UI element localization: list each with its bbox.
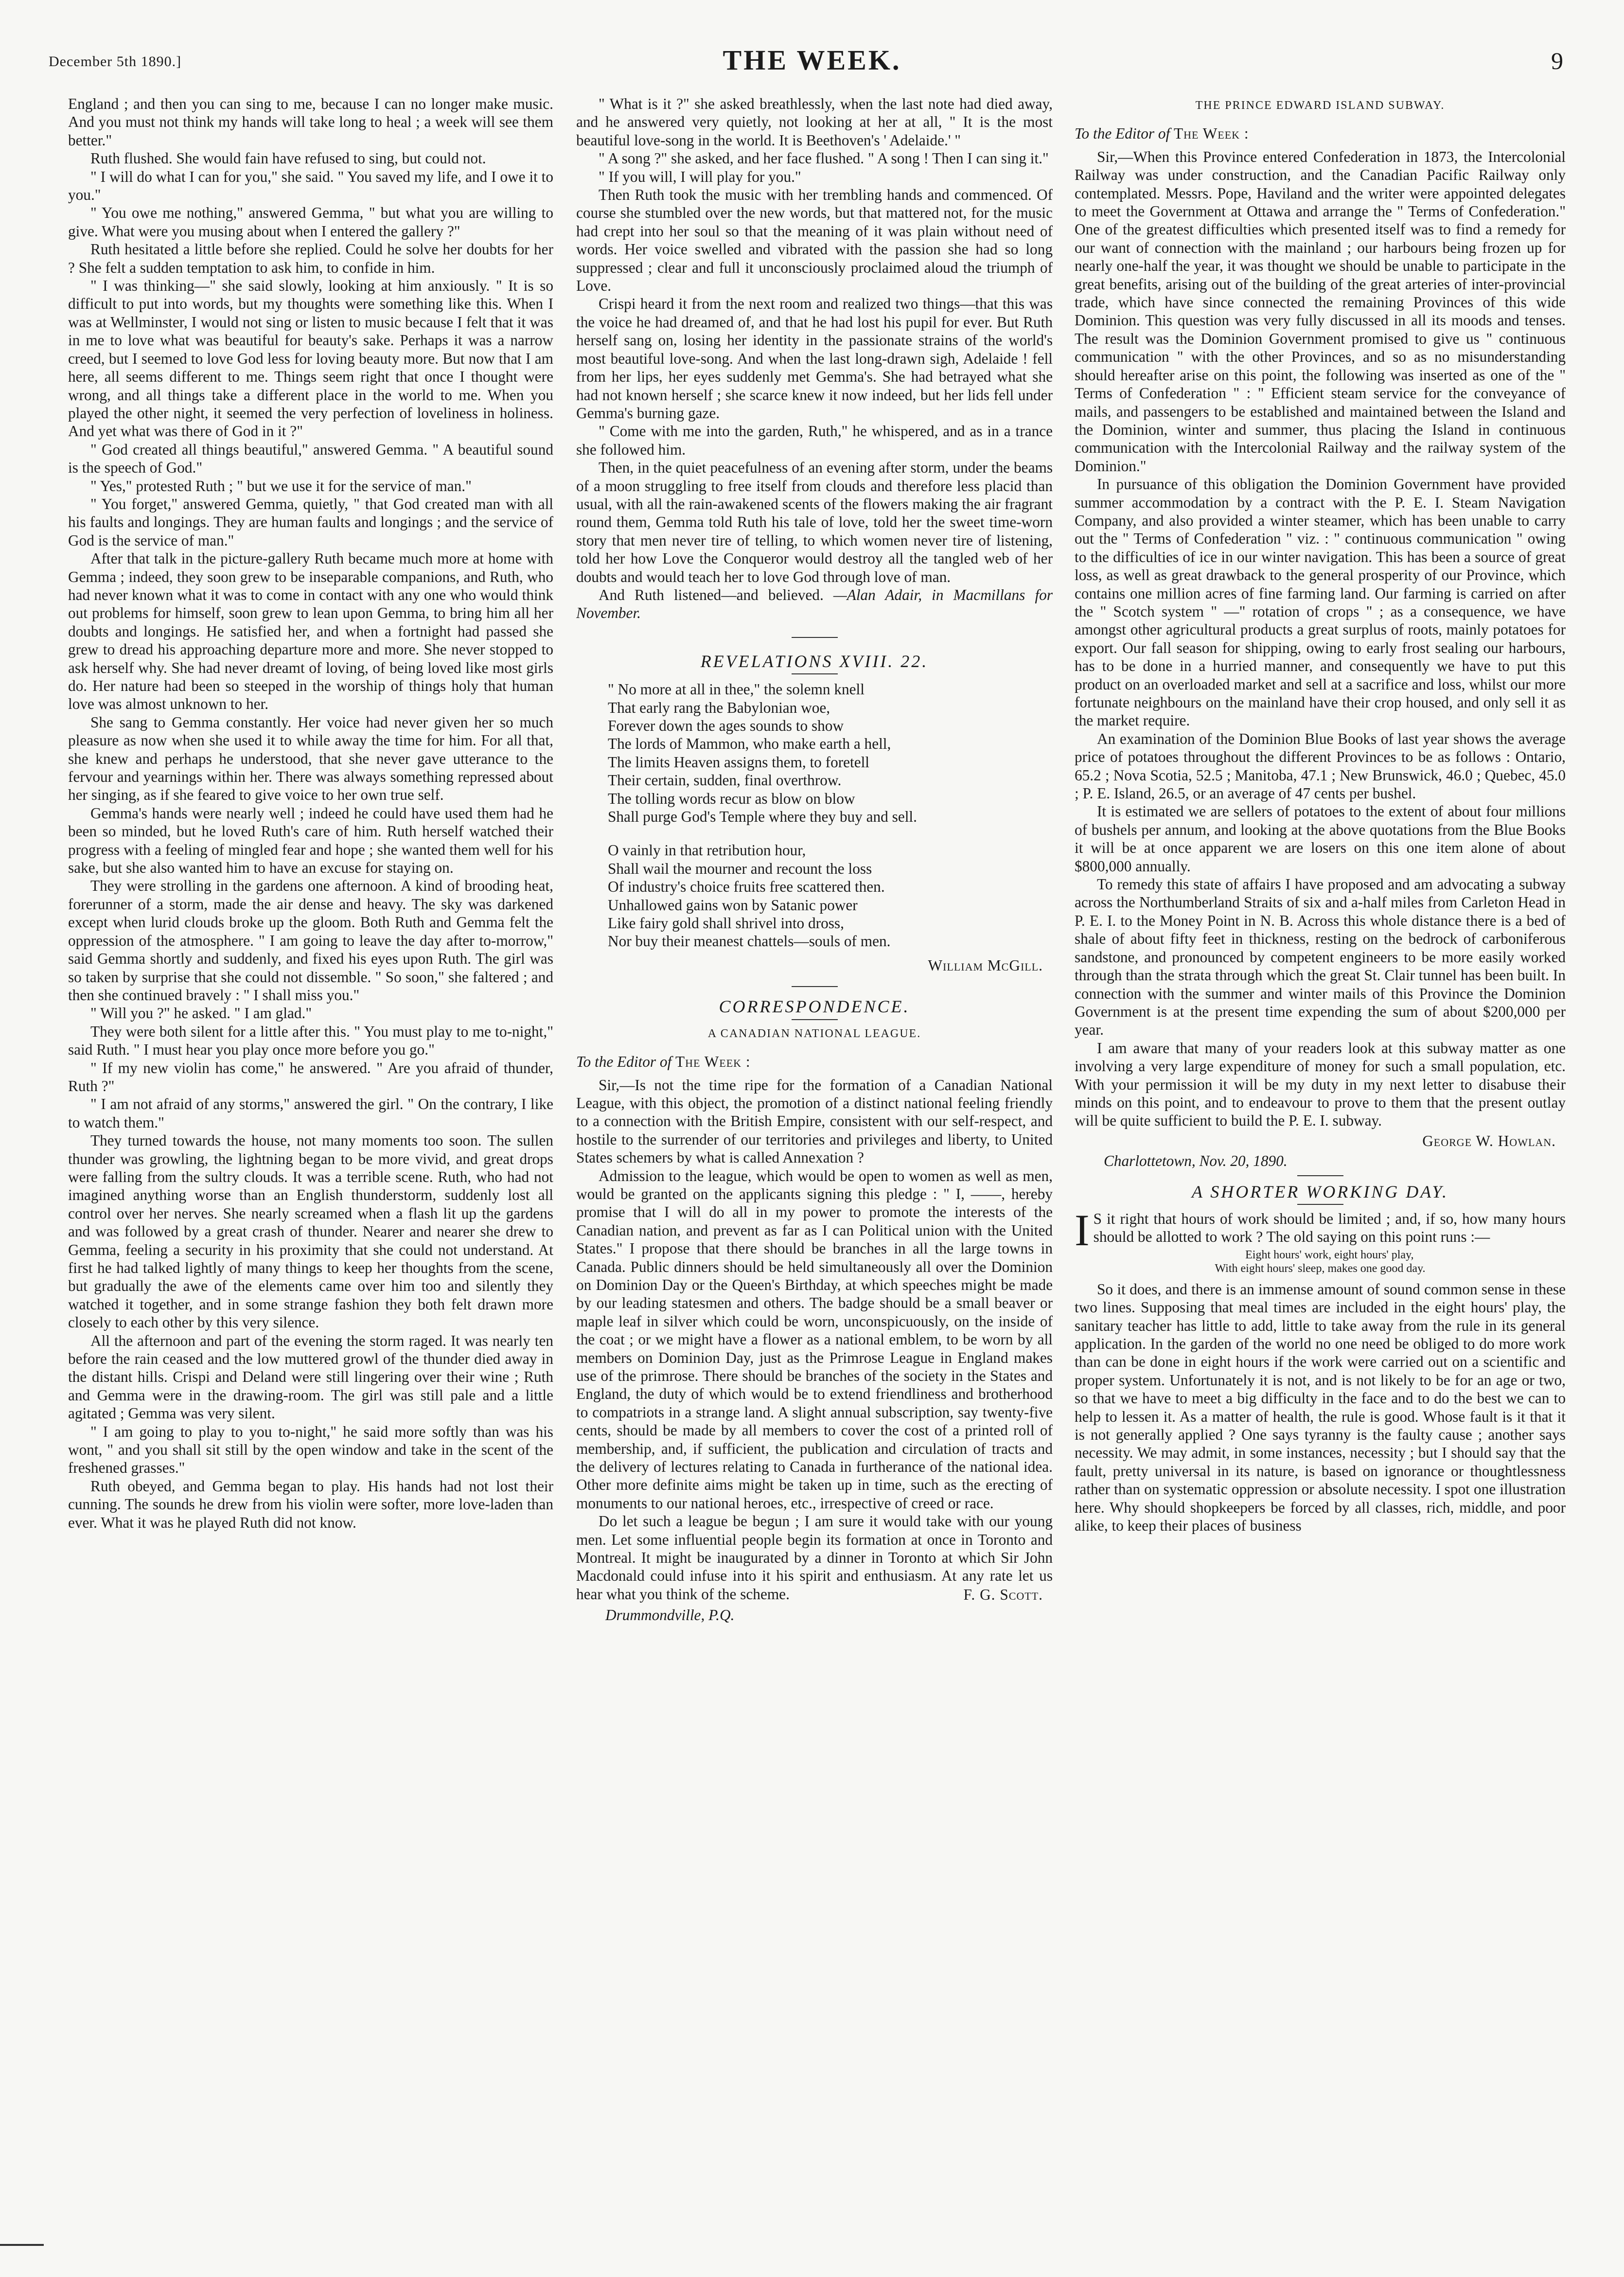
essay-opening: I S it right that hours of work should be limited ; and, if so, how many hours should be allotted to work ? The old saying on this point runs :— [1075, 1205, 1566, 1255]
poem [576, 653, 1053, 975]
poem-line: The tolling words recur as blow on blow [608, 790, 855, 807]
letter-signature: F. G. Scott. [963, 1586, 1043, 1604]
poem-line: That early rang the Babylonian woe, [608, 699, 830, 716]
letter-paragraph: An examination of the Dominion Blue Books of last year shows the average price of potatoes throughout the different Provinces to be as follows : Ontario, 65.2 ; Nova Scotia, 52.5 ; Manitoba, 47.1 ; New Brunswick, 46.0 ; Quebec, 45.0 ; P. E. Island, 26.5, or an average of 47 cents per bushel. [1075, 730, 1566, 802]
column-3 [1075, 95, 1566, 2200]
story-paragraph: " Come with me into the garden, Ruth," he whispered, and as in a trance she followed him. [576, 423, 1053, 458]
letter-paragraph: Sir,—Is not the time ripe for the formation of a Canadian National League, with this object, the promotion of a distinct national feeling friendly to a connection with the British Empire, consistent with our self-respect, and hostile to the surrender of our territories and privileges and liberty, to United States schemers by what is called Annexation ? [576, 1076, 1053, 1166]
story-paragraph: " What is it ?" she asked breathlessly, when the last note had died away, and he answered very quietly, not looking at her at all, " It is the most beautiful love-song in the world. It is Beethoven's ' Adelaide.' " [576, 95, 1053, 149]
story-paragraph: Then Ruth took the music with her trembling hands and commenced. Of course she stumbled over the new words, but that mattered not, for the music had crept into her soul so that the meaning of it was plain without need of words. Her voice swelled and vibrated with the passion she had so long suppressed ; clear and full it unconsciously proclaimed aloud the triumph of Love. [576, 186, 1053, 295]
divider [792, 637, 838, 638]
column-1 [68, 95, 553, 2200]
story-final-line: And Ruth listened—and believed. —Alan Adair, in Macmillans for November. [576, 586, 1053, 622]
story-paragraph: Then, in the quiet peacefulness of an evening after storm, under the beams of a moon struggling to free itself from clouds and therefore less placid than usual, with all the rain-awakened scents of the flowers making the air fragrant round them, Gemma told Ruth his tale of love, told her the sweet time-worn story that men never tire of telling, to which women never tire of listening, told her how Love the Conqueror would destroy all the tangled web of her doubts and would teach her to love God through love of man. [576, 459, 1053, 585]
poem-line: Unhallowed gains won by Satanic power [608, 896, 858, 914]
letter-dateline: Drummondville, P.Q. [605, 1606, 735, 1624]
letter-body [576, 1076, 1053, 1513]
story-paragraph: " Will you ?" he asked. " I am glad." [90, 1005, 312, 1022]
letter-paragraph: Admission to the league, which would be open to women as well as men, would be granted on the applicants signing this pledge : " I, ——, hereby promise that I will do all in my power to promote the interests of the Canadian nation, and prevent as far as I can Political union with the United States." I propose that there should be branches in all the large towns in Canada. Public dinners should be held simultaneously all over the Dominion on Dominion Day or the Queen's Birthday, at which speeches might be made by our leading statesmen and others. The badge should be a small beaver or maple leaf in silver which could be worn, unconspicuously, on the inside of the coat ; or we might have a flower as a national emblem, to be worn by all members on Dominion Day, just as the Primrose League in England makes use of the primrose. There should be branches of the society in the States and England, the duty of which would be to extend friendliness and brotherhood to compatriots in a strange land. A slight annual subscription, say twenty-five cents, should be made by all members to cover the cost of a printed roll of membership, and, if sufficient, the publication and circulation of tracts and the delivery of lectures relating to Canada in furtherance of the national idea. Other more definite aims might be taken up in time, such as the erecting of monuments to our national heroes, etc., irrespective of creed or race. [576, 1167, 1053, 1512]
story-paragraph: Ruth obeyed, and Gemma began to play. His hands had not lost their cunning. The sounds he drew from his violin were softer, more love-laden than ever. What it was he played Ruth did not know. [68, 1477, 553, 1531]
divider [792, 986, 838, 987]
poem-stanza-1 [608, 680, 1053, 826]
letter-salutation: To the Editor of The Week : [576, 1053, 751, 1071]
story-paragraph: They were both silent for a little after this. " You must play to me to-night," said Ruth. " I must hear you play once more before you go." [68, 1023, 553, 1059]
poem-author: William McGill. [928, 956, 1043, 974]
letter-paragraph: It is estimated we are sellers of potatoes to the extent of about four millions of bushels per annum, and looking at the above quotations from the Blue Books it will be at once apparent we are losers on this one item alone of about $800,000 annually. [1075, 803, 1566, 875]
story-paragraph: England ; and then you can sing to me, because I can no longer make music. And you must not think my hands will take long to heal ; a week will see them better." [68, 95, 553, 149]
column-2 [576, 95, 1053, 2200]
newspaper-title: THE WEEK. [723, 44, 901, 76]
letter-title: A CANADIAN NATIONAL LEAGUE. [707, 1027, 921, 1040]
story-paragraph: Crispi heard it from the next room and realized two things—that this was the voice he had dreamed of, and that he had lost his pupil for ever. But Ruth herself sang on, losing her identity in the passionate strains of the world's most beautiful love-song. And when the last long-drawn sigh, Adelaide ! fell from her lips, her eyes suddenly met Gemma's. She had betrayed what she had not known herself ; she scarce knew it now indeed, but her lids fell under Gemma's burning gaze. [576, 295, 1053, 422]
correspondence-section [576, 998, 1053, 1624]
story-paragraph: " Yes," protested Ruth ; " but we use it for the service of man." [90, 477, 472, 494]
story-paragraph: " If you will, I will play for you." [599, 168, 801, 185]
story-paragraph: After that talk in the picture-gallery Ruth became much more at home with Gemma ; indeed, they soon grew to be inseparable companions, and Ruth, who had never known what it was to come in contact with any one who would think out problems for himself, soon grew to lean upon Gemma, to bring him all her doubts and longings. He satisfied her, and when a fortnight had passed she grew to dread his approaching departure more and more. She never stopped to ask herself why. She had never dreamt of loving, of being loved like most girls do. Her nature had been so steeped in the worship of things holy that human love was almost unknown to her. [68, 550, 553, 713]
poem-line: Nor buy their meanest chattels—souls of men. [608, 933, 891, 950]
story-paragraph: She sang to Gemma constantly. Her voice had never given her so much pleasure as now when she used it to while away the time for him. For all that, she knew and perhaps he understood, that she never gave utterance to the fervour and yearnings within her. There was always something repressed about her singing, as if she feared to give voice to her own true self. [68, 713, 553, 804]
poem-line: The lords of Mammon, who make earth a hell, [608, 735, 891, 753]
divider [1297, 1204, 1343, 1205]
poem-line: The limits Heaven assigns them, to foretell [608, 753, 870, 771]
story-paragraph: " You owe me nothing," answered Gemma, " but what you are willing to give. What were you musing about when I entered the gallery ?" [68, 204, 553, 240]
issue-date: December 5th 1890.] [49, 53, 182, 70]
letter-signature: George W. Howlan. [1422, 1132, 1556, 1149]
drop-cap: I [1075, 1205, 1090, 1255]
divider [1297, 1175, 1343, 1176]
poem-line: Of industry's choice fruits free scattered then. [608, 878, 885, 896]
poem-line: Forever down the ages sounds to show [608, 717, 844, 734]
poem-line: Their certain, sudden, final overthrow. [608, 772, 842, 789]
poem-body [576, 680, 1053, 951]
story-paragraph: " I am not afraid of any storms," answered the girl. " On the contrary, I like to watch them." [68, 1095, 553, 1131]
story-paragraph: All the afternoon and part of the evening the storm raged. It was nearly ten before the rain ceased and the low muttered growl of the thunder died away in the distant hills. Crispi and Deland were still lingering over their wine ; Ruth and Gemma were in the drawing-room. The girl was still pale and a little agitated ; Gemma was very silent. [68, 1332, 553, 1422]
story-paragraph: " You forget," answered Gemma, quietly, " that God created man with all his faults and longings. They are human faults and longings ; and the service of God is the service of man." [68, 495, 553, 549]
story-paragraph: " A song ?" she asked, and her face flushed. " A song ! Then I can sing it." [599, 150, 1049, 167]
divider [792, 673, 838, 674]
page-edge-mark [0, 2244, 44, 2246]
page-number: 9 [1551, 47, 1563, 74]
section-title: CORRESPONDENCE. [719, 997, 910, 1017]
letter-dateline: Charlottetown, Nov. 20, 1890. [1104, 1152, 1288, 1170]
story-paragraph: " I am going to play to you to-night," he said more softly than was his wont, " and you shall sit still by the open window and take in the scent of the freshened grasses." [68, 1423, 553, 1477]
letter-paragraph: To remedy this state of affairs I have proposed and am advocating a subway across the Northumberland Straits of six and a-half miles from Carleton Head in P. E. I. to the Money Point in N. B. Across this whole distance there is a bed of shale of about fifty feet in thickness, resting on the bedrock of carboniferous sandstone, and pronounced by competent engineers to be more easily worked through than the strata through which the great St. Clair tunnel has been built. In connection with the summer and winter mails of this Province the Dominion Government is at the present time expending the sum of about $200,000 per year. [1075, 876, 1566, 1039]
letter-paragraph: Sir,—When this Province entered Confederation in 1873, the Intercolonial Railway was under construction, and the Canadian Pacific Railway only contemplated. Messrs. Pope, Haviland and the writer were appointed delegates to meet the Government at Ottawa and arrange the " Terms of Confederation." One of the greatest difficulties which presented itself was to find a remedy for our want of connection with the mainland ; our harbours being frozen up for nearly one-half the year, it was thought we should be unable to participate in the great benefits, arising out of the building of the great arteries of inter-provincial trade, which have since connected the remaining Provinces of this wide Dominion. This question was very fully discussed in all its moods and tenses. The result was the Dominion Government promised to give us " continuous communication " with the other Provinces, and so as no misunderstanding should hereafter arise on this point, the following was inserted as one of the " Terms of Confederation " : " Efficient steam service for the conveyance of mails, and passengers to be established and maintained between the Island and the Dominion, winter and summer, thus placing the Island in continuous communication with the Intercolonial Railway and the railway system of the Dominion." [1075, 148, 1566, 475]
essay-title: A SHORTER WORKING DAY. [1191, 1182, 1449, 1201]
story-paragraph: They turned towards the house, not many moments too soon. The sullen thunder was growling, the lightning began to be more vivid, and great drops were falling from the sultry clouds. It was a terrible scene. Ruth, who had not imagined anything worse than an English thunderstorm, suddenly lost all control over her nerves. She nearly screamed when a flash lit up the gardens and was followed by a great crash of thunder. Nearer and nearer she drew to Gemma, feeling a security in his proximity that she could not understand. At first he had talked lightly of many things to keep her thoughts from the scene, but gradually the awe of the elements came over him too and silently they watched it together, and in some strange fashion they both felt drawn more closely to each other by this very silence. [68, 1132, 553, 1331]
poem-line: Shall wail the mourner and recount the loss [608, 860, 872, 877]
poem-line: Shall purge God's Temple where they buy and sell. [608, 808, 917, 826]
essay-body [1075, 1280, 1566, 1535]
letter-title: THE PRINCE EDWARD ISLAND SUBWAY. [1195, 99, 1445, 112]
story-paragraph: " God created all things beautiful," answered Gemma. " A beautiful sound is the speech of God." [68, 441, 553, 477]
poem-line: Like fairy gold shall shrivel into dross, [608, 915, 844, 932]
letter-paragraph: I am aware that many of your readers look at this subway matter as one involving a very large expenditure of money for such a small population, etc. With your permission it will be my duty in my next letter to disabuse their minds on this point, and to endeavour to prove to them that the present outlay will be quite sufficient to build the P. E. I. subway. [1075, 1039, 1566, 1130]
letter-paragraph: In pursuance of this obligation the Dominion Government have provided summer accommodation by a contract with the P. E. I. Steam Navigation Company, and also provided a winter steamer, which has been unable to carry out the " Terms of Confederation " viz. : " continuous communication " owing to the difficulties of ice in our winter navigation. This has been a source of great loss, as well as great drawback to the general prosperity of our Province, which contains one million acres of fine farming land. Our farming is carried on after the " Scotch system " —" rotation of crops " ; as a consequence, we have amongst other agricultural products a great surplus of roots, mainly potatoes for export. Our fall season for shipping, owing to early frost sealing our harbours, has to be done in a hurried manner, and consequently we have to put this product on an overloaded market and sell at a sacrifice and loss, whilst our more fortunate neighbours on the mainland have their crop housed, and only sell it as the market require. [1075, 476, 1566, 729]
story-paragraph: Ruth flushed. She would fain have refused to sing, but could not. [90, 150, 486, 167]
story-paragraph: " I will do what I can for you," she said. " You saved my life, and I owe it to you." [68, 168, 553, 204]
story-paragraph: They were strolling in the gardens one afternoon. A kind of brooding heat, forerunner of a storm, made the air dense and heavy. The sky was darkened except when lurid clouds broke up the gloom. Both Ruth and Gemma felt the oppression of the atmosphere. " I am going to leave the day after to-morrow," said Gemma shortly and suddenly, and fixed his eyes upon Ruth. The girl was so taken by surprise that she could not dissemble. " So soon," she faltered ; and then she continued bravely : " I shall miss you." [68, 877, 553, 1004]
story-paragraph: Ruth hesitated a little before she replied. Could he solve her doubts for her ? She felt a sudden temptation to ask him, to confide in him. [68, 241, 553, 276]
poem-title: REVELATIONS XVIII. 22. [700, 651, 929, 671]
essay-paragraph: So it does, and there is an immense amount of sound common sense in these two lines. Supposing that meal times are included in the eight hours' play, the sanitary teacher has little to add, little to take away from the rule in its general application. In the garden of the world no one need be obliged to do more work than can be done in eight hours if the work were carried out on a scientific and proper system. Unfortunately it is not, and is not likely to be for an age or two, so that we have to meet a big difficulty in the face and to do the best we can to help to lessen it. As a matter of health, the rule is good. Whose fault is it that it is not generally applied ? One says tyranny is the faulty cause ; another says necessity. We may admit, in some instances, necessity ; but I should say that the fault, pretty universal in its nature, is based on ignorance or thoughtlessness rather than on systematic oppression or absolute necessity. I spot one illustration here. Why should shopkeepers be forced by all classes, rich, middle, and poor alike, to keep their places of business [1075, 1280, 1566, 1535]
motto: Eight hours' work, eight hours' play, With eight hours' sleep, makes one good day. [1215, 1248, 1426, 1275]
story-ending [576, 95, 1053, 586]
poem-line: O vainly in that retribution hour, [608, 842, 806, 859]
essay-section [1075, 1183, 1566, 1535]
poem-stanza-2 [608, 841, 1053, 950]
divider [792, 1019, 838, 1020]
story-source: —Alan Adair, in Macmillans for November. [576, 586, 1053, 622]
letter-body [1075, 148, 1566, 1130]
story-paragraph: " If my new violin has come," he answered. " Are you afraid of thunder, Ruth ?" [68, 1059, 553, 1094]
letter-closing-paragraph: Do let such a league be begun ; I am sure it would take with our young men. Let some influential people begin its formation at once in Toronto and Montreal. It might be inaugurated by a dinner in Toronto at which Sir John Macdonald could infuse into it his spirit and enthusiasm. At any rate let us hear what you think of the scheme. [576, 1513, 1053, 1603]
story-paragraph: Gemma's hands were nearly well ; indeed he could have used them had he been so minded, but he loved Ruth's care of him. Ruth herself watched their progress with a feeling of mingled fear and hope ; she wanted them well for his sake, but she also wanted him to have an excuse for staying on. [68, 804, 553, 877]
letter-salutation: To the Editor of The Week : [1075, 125, 1249, 142]
story-continuation [68, 95, 553, 1532]
story-paragraph: " I was thinking—" she said slowly, looking at him anxiously. " It is so difficult to put into words, but my thoughts were something like this. When I was at Wellminster, I would not sing or listen to music because I felt that it was in me to love what was beautiful for beauty's sake. Perhaps it was a narrow creed, but I seemed to love God less for loving beauty more. But now that I am here, all seems different to me. Things seem right that once I thought were wrong, and all things take a different place in the world to me. When you played the other night, it seemed the very perfection of loveliness in holiness. And yet what was there of God in it ?" [68, 277, 553, 440]
poem-line: " No more at all in thee," the solemn knell [608, 681, 865, 698]
